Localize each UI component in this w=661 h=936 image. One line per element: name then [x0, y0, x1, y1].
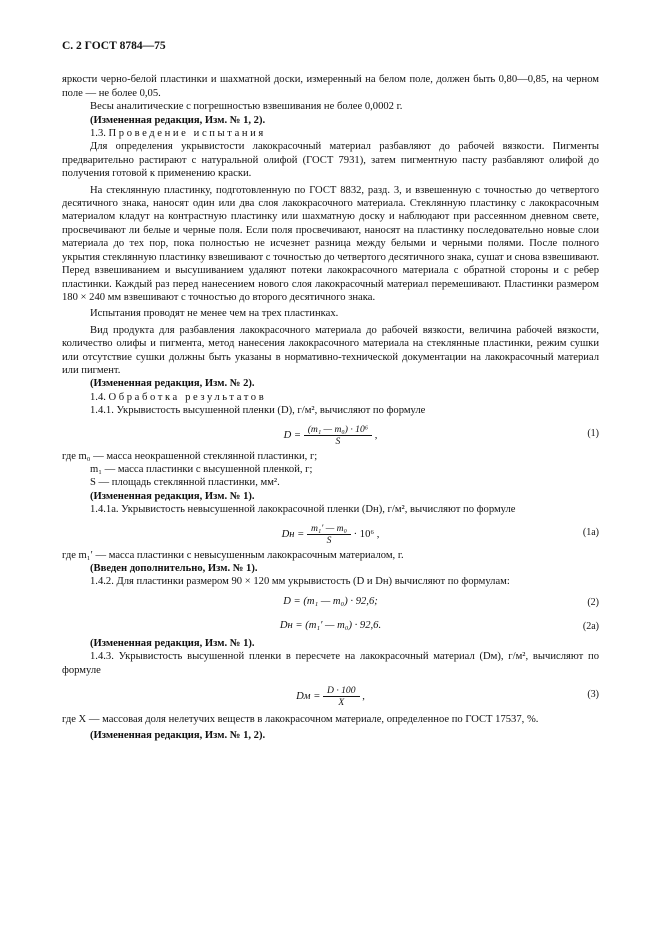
formula-number: (1а): [582, 526, 599, 538]
formula-denominator: S: [326, 534, 332, 546]
formula-expression: Dн = (m₁′ — m₀) · 92,6.: [279, 619, 382, 631]
paragraph-product-kind: Вид продукта для разбавления лакокрасочного материала до рабочей вязкости, величина рабочей вязкости, количество олифы и пигмента, метод нанесения лакокрасочного материала на стеклянные пластинки, режим сушки или отсутствие сушки должны быть указаны в нормативно-технической документации на лакокрасочный материал или пигмент.: [62, 324, 599, 376]
formula-expression: D = (m₁ — m₀) · 92,6;: [283, 595, 378, 607]
formula-tail: ,: [374, 429, 378, 441]
paragraph-three-plates: Испытания проводят не менее чем на трех пластинках.: [90, 308, 339, 320]
formula-fraction: [304, 424, 372, 447]
page-header: С. 2 ГОСТ 8784—75: [62, 40, 166, 52]
paragraph-1-4-3: 1.4.3. Укрывистость высушенной пленки в пересчете на лакокрасочный материал (Dм), г/м², вычисляют по формуле: [62, 651, 599, 676]
paragraph-dilution: Для определения укрывистости лакокрасочный материал разбавляют до рабочей вязкости. Пигменты предварительно растирают с натуральной олифой (ГОСТ 7931), затем пигментную пасту разбавляют олифой до получения готовой к применению краски.: [62, 141, 599, 180]
formula-lhs: Dм =: [296, 690, 321, 702]
formula-numerator: (m₁ — m₀) · 10⁶: [304, 424, 372, 436]
formula-numerator: m₁′ — m₀: [307, 523, 351, 535]
variable-definition: где m₀ — масса неокрашенной стеклянной пластинки, г;: [62, 450, 318, 462]
formula-1a: [62, 521, 599, 547]
variable-definition: S — площадь стеклянной пластинки, мм².: [90, 477, 280, 489]
formula-lhs: Dн =: [281, 528, 305, 540]
paragraph-1-4-1: 1.4.1. Укрывистость высушенной пленки (D), г/м², вычисляют по формуле: [90, 405, 426, 417]
formula-number: (2а): [582, 620, 599, 632]
edition-note: (Измененная редакция, Изм. № 1, 2).: [90, 114, 266, 126]
formula-fraction: [307, 523, 351, 546]
variable-list-1: [62, 450, 599, 490]
section-heading-1-4: [62, 391, 599, 404]
formula-number: (2): [587, 596, 599, 608]
formula-fraction: [323, 685, 360, 708]
edition-note: (Измененная редакция, Изм. № 2).: [90, 378, 255, 390]
formula-1: [62, 422, 599, 448]
paragraph-scales: Весы аналитические с погрешностью взвешивания не более 0,0002 г.: [90, 101, 403, 113]
section-number: 1.3.: [90, 128, 106, 140]
paragraph-plate-procedure: На стеклянную пластинку, подготовленную по ГОСТ 8832, разд. 3, и взвешенную с точностью до четвертого десятичного знака, наносят один или два слоя лакокрасочного материала. Стеклянную пластинку с лакокрасочным материалом кладут на контрастную пластинку или шахматную доску и наблюдают при рассеянном дневном свете, просвечивают ли белые и черные поля. Если поля просвечивают, наносят на пластинку последовательно новые слои материала до тех пор, пока полностью не исчезнет разница между белыми и черными полями. После полного укрытия стеклянную пластинку взвешивают с точностью до четвертого десятичного знака, сушат и снова взвешивают. Перед взвешиванием и высушиванием удаляют потеки лакокрасочного материала с обратной стороны и с ребер пластинки. Каждый раз перед нанесением нового слоя лакокрасочный материал перемешивают. Пластинки размером 180 × 240 мм взвешивают с точностью до второго десятичного знака.: [62, 184, 599, 303]
formula-number: (3): [587, 689, 599, 701]
paragraph-continuation: яркости черно-белой пластинки и шахматной доски, измеренный на белом поле, должен быть 0,80—0,85, на черном поле — не более 0,05.: [62, 74, 599, 99]
formula-number: (1): [587, 427, 599, 439]
section-title: Проведение испытания: [108, 128, 266, 140]
paragraph-1-4-2: 1.4.2. Для пластинки размером 90 × 120 мм укрывистость (D и Dн) вычисляют по формулам:: [90, 576, 510, 588]
variable-definition: m₁ — масса пластинки с высушенной пленкой, г;: [90, 463, 313, 475]
variable-definition: где X — массовая доля нелетучих веществ в лакокрасочном материале, определенное по ГОСТ 17537, %.: [62, 714, 539, 726]
section-number: 1.4.: [90, 391, 106, 403]
variable-definition: где m₁′ — масса пластинки с невысушенным лакокрасочным материалом, г.: [62, 549, 404, 561]
edition-note: (Введен дополнительно, Изм. № 1).: [90, 563, 258, 574]
formula-denominator: X: [338, 697, 345, 709]
formula-2: [62, 595, 599, 613]
formula-lhs: D =: [283, 429, 302, 441]
section-heading-1-3: [62, 127, 599, 140]
formula-denominator: S: [335, 435, 341, 447]
formula-tail: ,: [362, 690, 365, 702]
formula-numerator: D · 100: [323, 685, 360, 697]
edition-note: (Измененная редакция, Изм. № 1).: [90, 637, 255, 649]
section-title: Обработка результатов: [108, 391, 267, 403]
document-page: [62, 40, 599, 743]
edition-note: (Измененная редакция, Изм. № 1).: [90, 490, 255, 502]
formula-2a: [62, 619, 599, 637]
paragraph-1-4-1a: 1.4.1а. Укрывистость невысушенной лакокрасочной пленки (Dн), г/м², вычисляют по формуле: [90, 504, 516, 516]
edition-note: (Измененная редакция, Изм. № 1, 2).: [90, 730, 266, 742]
formula-3: [62, 683, 599, 709]
formula-tail: · 10⁶ ,: [353, 528, 380, 540]
